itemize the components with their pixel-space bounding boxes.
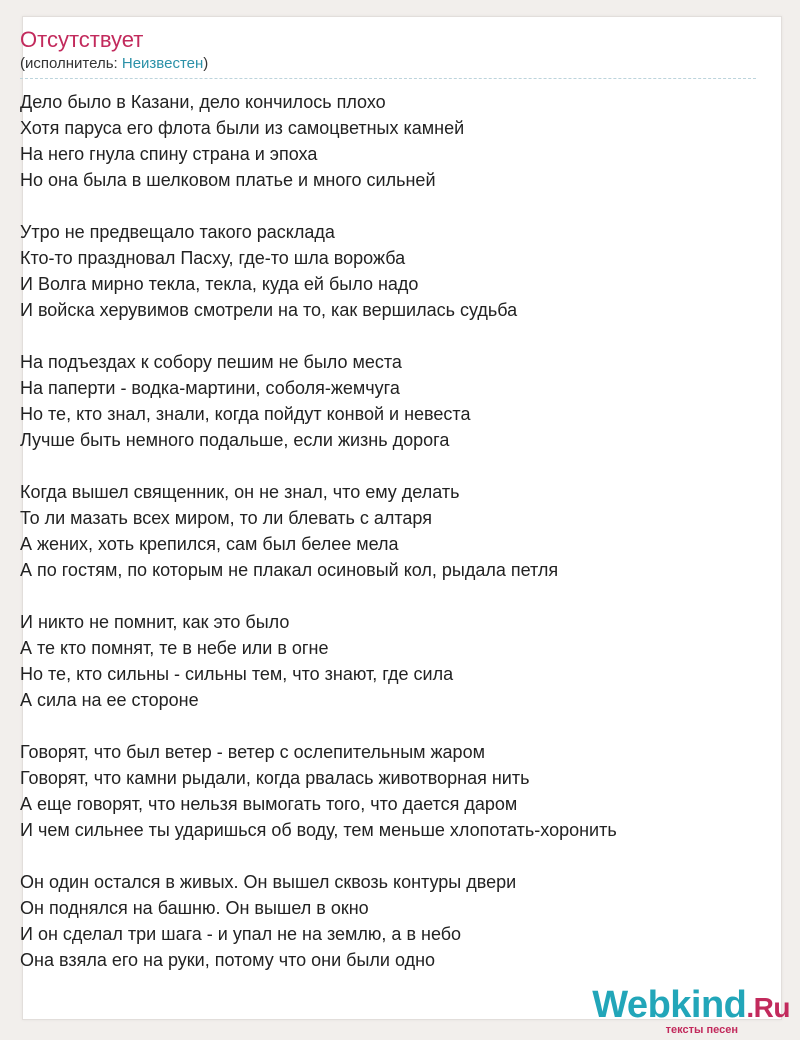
lyrics-line: И войска херувимов смотрели на то, как вершилась судьба bbox=[20, 300, 518, 320]
lyrics-line: Утро не предвещало такого расклада bbox=[20, 222, 335, 242]
lyrics-line: А еще говорят, что нельзя вымогать того, что дается даром bbox=[20, 794, 518, 814]
lyrics-line: Он поднялся на башню. Он вышел в окно bbox=[20, 898, 369, 918]
lyrics-stanza bbox=[20, 739, 750, 843]
lyrics-line: Когда вышел священник, он не знал, что ему делать bbox=[20, 482, 460, 502]
lyrics-line: И никто не помнит, как это было bbox=[20, 612, 290, 632]
lyrics-body bbox=[20, 89, 750, 999]
lyrics-line: То ли мазать всех миром, то ли блевать с алтаря bbox=[20, 508, 432, 528]
lyrics-line: Дело было в Казани, дело кончилось плохо bbox=[20, 92, 386, 112]
lyrics-line: И Волга мирно текла, текла, куда ей было надо bbox=[20, 274, 419, 294]
lyrics-line: И он сделал три шага - и упал не на землю, а в небо bbox=[20, 924, 462, 944]
lyrics-line: Но она была в шелковом платье и много сильней bbox=[20, 170, 436, 190]
lyrics-stanza bbox=[20, 869, 750, 973]
logo-name: Webkind bbox=[592, 984, 747, 1026]
logo-wordmark bbox=[592, 985, 790, 1028]
lyrics-line: Хотя паруса его флота были из самоцветных камней bbox=[20, 118, 465, 138]
lyrics-line: Лучше быть немного подальше, если жизнь дорога bbox=[20, 430, 450, 450]
lyrics-line: Говорят, что камни рыдали, когда рвалась животворная нить bbox=[20, 768, 530, 788]
lyrics-line: Но те, кто сильны - сильны тем, что знают, где сила bbox=[20, 664, 454, 684]
song-title: Отсутствует bbox=[20, 27, 144, 52]
lyrics-line: Она взяла его на руки, потому что они были одно bbox=[20, 950, 436, 970]
lyrics-line: На него гнула спину страна и эпоха bbox=[20, 144, 318, 164]
lyrics-stanza bbox=[20, 89, 750, 193]
lyrics-line: Кто-то праздновал Пасху, где-то шла ворожба bbox=[20, 248, 406, 268]
logo-domain: .Ru bbox=[746, 992, 790, 1023]
artist-prefix: (исполнитель: bbox=[20, 55, 122, 72]
artist-link[interactable]: Неизвестен bbox=[121, 55, 204, 72]
lyrics-line: Но те, кто знал, знали, когда пойдут конвой и невеста bbox=[20, 404, 471, 424]
site-logo[interactable] bbox=[592, 985, 790, 1036]
lyrics-line: На подъездах к собору пешим не было места bbox=[20, 352, 402, 372]
lyrics-line: И чем сильнее ты ударишься об воду, тем меньше хлопотать-хоронить bbox=[20, 820, 617, 840]
title-divider bbox=[20, 78, 756, 79]
artist-line bbox=[20, 55, 208, 73]
artist-suffix: ) bbox=[203, 55, 209, 72]
lyrics-line: А жених, хоть крепился, сам был белее мела bbox=[20, 534, 399, 554]
lyrics-stanza bbox=[20, 479, 750, 583]
lyrics-line: А сила на ее стороне bbox=[20, 690, 199, 710]
lyrics-stanza bbox=[20, 349, 750, 453]
lyrics-line: На паперти - водка-мартини, соболя-жемчуга bbox=[20, 378, 400, 398]
lyrics-stanza bbox=[20, 609, 750, 713]
logo-tagline: тексты песен bbox=[665, 1024, 738, 1036]
lyrics-line: Говорят, что был ветер - ветер с ослепительным жаром bbox=[20, 742, 485, 762]
lyrics-line: Он один остался в живых. Он вышел сквозь контуры двери bbox=[20, 872, 517, 892]
lyrics-stanza bbox=[20, 219, 750, 323]
lyrics-line: А по гостям, по которым не плакал осиновый кол, рыдала петля bbox=[20, 560, 559, 580]
lyrics-line: А те кто помнят, те в небе или в огне bbox=[20, 638, 329, 658]
